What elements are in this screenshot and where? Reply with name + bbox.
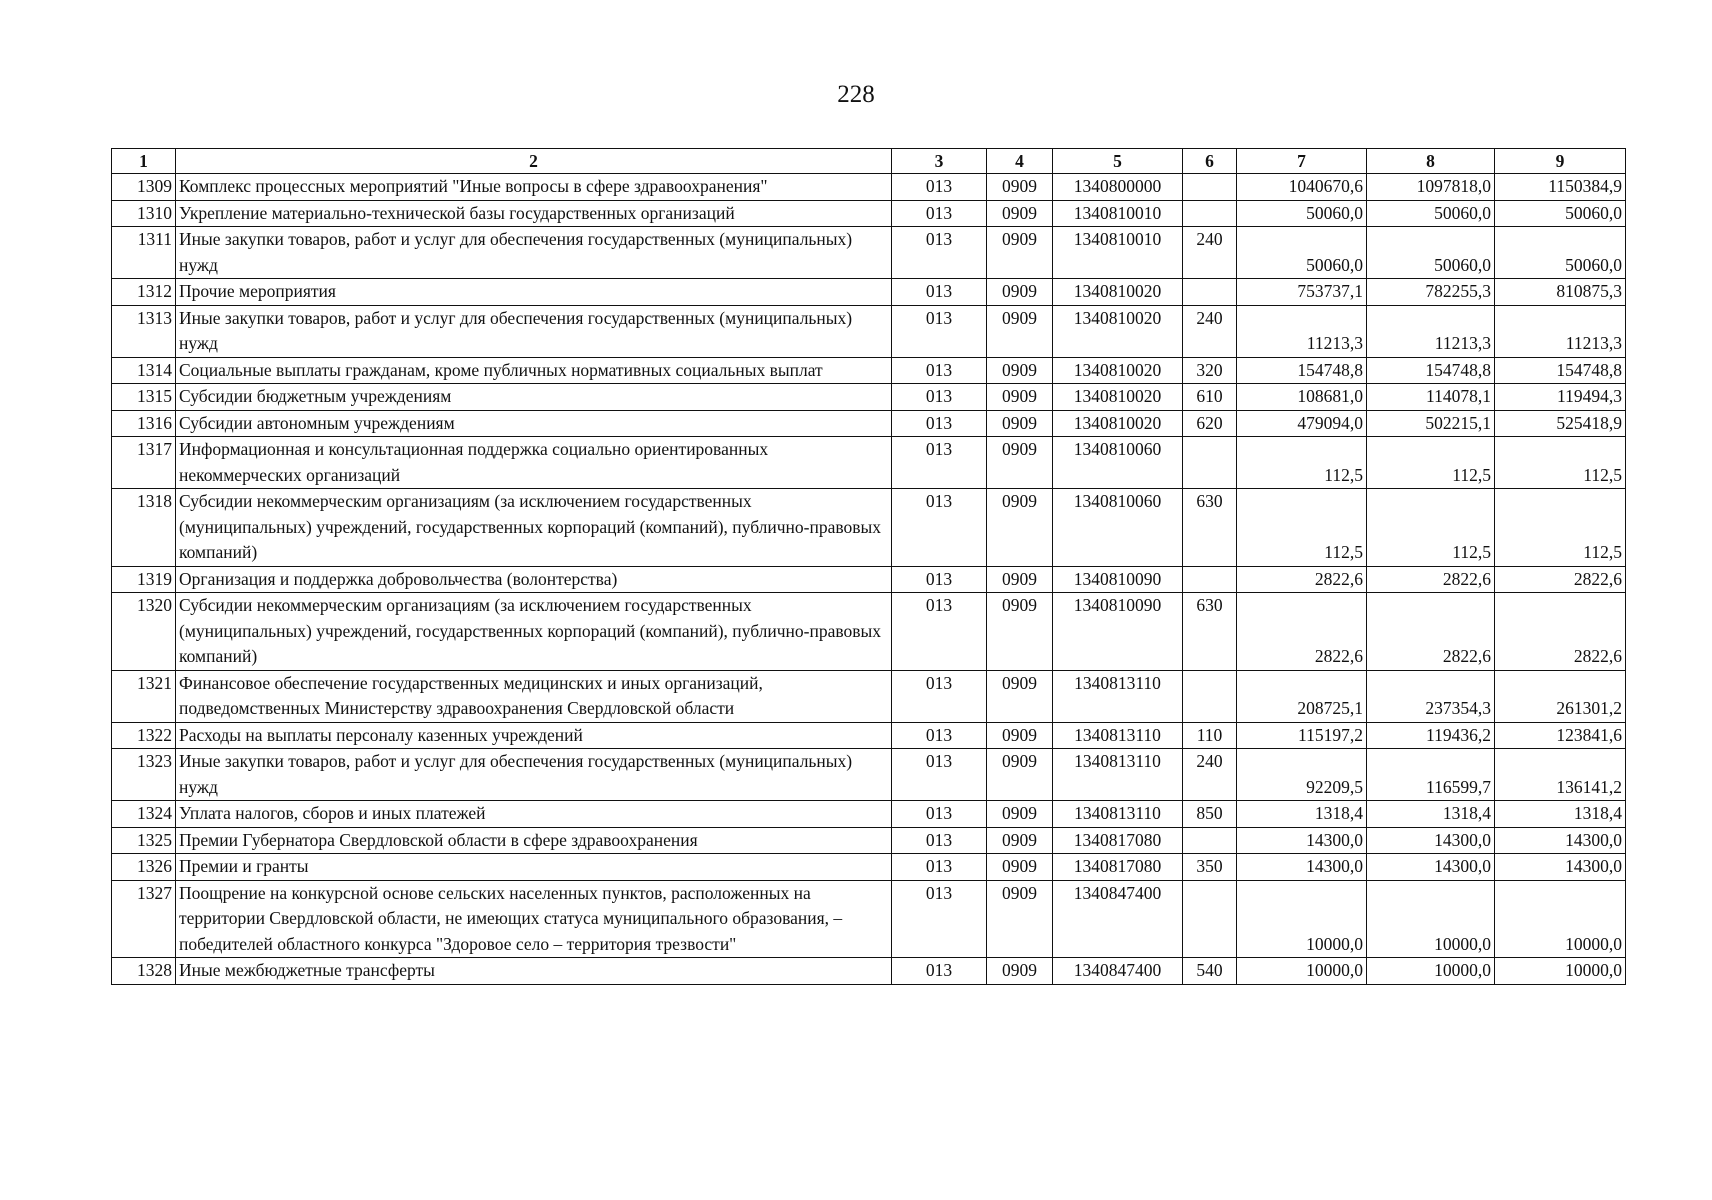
row-code-6: 240 (1183, 305, 1237, 357)
table-row (112, 854, 1626, 881)
row-name: Поощрение на конкурсной основе сельских населенных пунктов, расположенных на территории Свердловской области, не имеющих статуса муниципального образования, – победителей областного конкурса "Здоровое село – территория трезвости" (176, 880, 892, 958)
row-code-4: 0909 (987, 880, 1053, 958)
row-number: 1309 (112, 174, 176, 201)
row-code-4: 0909 (987, 279, 1053, 306)
row-code-5: 1340847400 (1053, 880, 1183, 958)
row-code-3: 013 (892, 489, 987, 567)
row-value-9: 1150384,9 (1495, 174, 1626, 201)
row-value-8: 154748,8 (1367, 357, 1495, 384)
table-row (112, 174, 1626, 201)
row-number: 1324 (112, 801, 176, 828)
row-number: 1327 (112, 880, 176, 958)
row-name: Иные межбюджетные трансферты (176, 958, 892, 985)
row-value-9: 1318,4 (1495, 801, 1626, 828)
row-number: 1323 (112, 749, 176, 801)
row-value-8: 10000,0 (1367, 880, 1495, 958)
row-number: 1325 (112, 827, 176, 854)
row-value-7: 108681,0 (1237, 384, 1367, 411)
row-value-9: 11213,3 (1495, 305, 1626, 357)
row-code-4: 0909 (987, 305, 1053, 357)
row-value-7: 14300,0 (1237, 854, 1367, 881)
row-value-9: 119494,3 (1495, 384, 1626, 411)
row-value-7: 154748,8 (1237, 357, 1367, 384)
table-row (112, 357, 1626, 384)
row-value-8: 237354,3 (1367, 670, 1495, 722)
row-code-6 (1183, 437, 1237, 489)
row-code-4: 0909 (987, 801, 1053, 828)
row-value-9: 112,5 (1495, 489, 1626, 567)
row-code-5: 1340847400 (1053, 958, 1183, 985)
row-value-7: 753737,1 (1237, 279, 1367, 306)
row-code-3: 013 (892, 670, 987, 722)
row-code-3: 013 (892, 722, 987, 749)
row-number: 1328 (112, 958, 176, 985)
row-code-5: 1340817080 (1053, 854, 1183, 881)
table-row (112, 305, 1626, 357)
row-code-4: 0909 (987, 854, 1053, 881)
row-number: 1318 (112, 489, 176, 567)
row-value-9: 112,5 (1495, 437, 1626, 489)
row-code-6: 540 (1183, 958, 1237, 985)
row-code-6: 240 (1183, 227, 1237, 279)
row-value-7: 10000,0 (1237, 880, 1367, 958)
row-value-8: 502215,1 (1367, 410, 1495, 437)
row-code-4: 0909 (987, 593, 1053, 671)
row-number: 1319 (112, 566, 176, 593)
row-code-6: 620 (1183, 410, 1237, 437)
table-row (112, 749, 1626, 801)
row-name: Премии и гранты (176, 854, 892, 881)
row-code-3: 013 (892, 958, 987, 985)
row-number: 1321 (112, 670, 176, 722)
row-name: Финансовое обеспечение государственных медицинских и иных организаций, подведомственных Министерству здравоохранения Свердловской области (176, 670, 892, 722)
row-name: Комплекс процессных мероприятий "Иные вопросы в сфере здравоохранения" (176, 174, 892, 201)
row-code-3: 013 (892, 305, 987, 357)
row-code-4: 0909 (987, 489, 1053, 567)
row-code-6 (1183, 670, 1237, 722)
row-value-8: 11213,3 (1367, 305, 1495, 357)
table-row (112, 670, 1626, 722)
row-code-5: 1340810010 (1053, 227, 1183, 279)
col-header-1: 1 (112, 149, 176, 174)
row-code-5: 1340810020 (1053, 305, 1183, 357)
row-name: Субсидии автономным учреждениям (176, 410, 892, 437)
row-code-5: 1340810090 (1053, 566, 1183, 593)
row-code-4: 0909 (987, 749, 1053, 801)
row-name: Прочие мероприятия (176, 279, 892, 306)
row-value-9: 136141,2 (1495, 749, 1626, 801)
row-code-3: 013 (892, 279, 987, 306)
row-value-8: 10000,0 (1367, 958, 1495, 985)
row-code-5: 1340800000 (1053, 174, 1183, 201)
row-code-4: 0909 (987, 566, 1053, 593)
row-value-7: 92209,5 (1237, 749, 1367, 801)
row-number: 1310 (112, 200, 176, 227)
row-value-8: 14300,0 (1367, 827, 1495, 854)
row-code-5: 1340810020 (1053, 357, 1183, 384)
row-code-6: 240 (1183, 749, 1237, 801)
page-number: 228 (837, 81, 875, 108)
row-value-8: 1318,4 (1367, 801, 1495, 828)
row-code-4: 0909 (987, 357, 1053, 384)
table-row (112, 593, 1626, 671)
row-number: 1316 (112, 410, 176, 437)
row-code-6 (1183, 827, 1237, 854)
table-row (112, 958, 1626, 985)
row-code-5: 1340810060 (1053, 437, 1183, 489)
table-row (112, 827, 1626, 854)
row-value-8: 119436,2 (1367, 722, 1495, 749)
row-code-5: 1340810060 (1053, 489, 1183, 567)
row-code-3: 013 (892, 227, 987, 279)
row-value-9: 154748,8 (1495, 357, 1626, 384)
row-name: Иные закупки товаров, работ и услуг для обеспечения государственных (муниципальных) нужд (176, 749, 892, 801)
row-code-6: 630 (1183, 489, 1237, 567)
row-code-5: 1340810020 (1053, 279, 1183, 306)
row-value-7: 479094,0 (1237, 410, 1367, 437)
col-header-2: 2 (176, 149, 892, 174)
row-code-5: 1340813110 (1053, 722, 1183, 749)
row-code-3: 013 (892, 384, 987, 411)
row-name: Субсидии бюджетным учреждениям (176, 384, 892, 411)
row-number: 1312 (112, 279, 176, 306)
row-value-9: 50060,0 (1495, 200, 1626, 227)
row-number: 1315 (112, 384, 176, 411)
row-code-3: 013 (892, 593, 987, 671)
row-value-8: 116599,7 (1367, 749, 1495, 801)
row-value-9: 123841,6 (1495, 722, 1626, 749)
row-code-6 (1183, 200, 1237, 227)
row-code-6: 850 (1183, 801, 1237, 828)
row-code-6: 610 (1183, 384, 1237, 411)
table-row (112, 384, 1626, 411)
row-value-9: 14300,0 (1495, 827, 1626, 854)
row-value-9: 810875,3 (1495, 279, 1626, 306)
row-value-8: 2822,6 (1367, 566, 1495, 593)
row-value-7: 1318,4 (1237, 801, 1367, 828)
col-header-5: 5 (1053, 149, 1183, 174)
table-row (112, 880, 1626, 958)
row-value-7: 10000,0 (1237, 958, 1367, 985)
row-value-8: 112,5 (1367, 437, 1495, 489)
row-number: 1311 (112, 227, 176, 279)
row-value-9: 50060,0 (1495, 227, 1626, 279)
row-value-9: 2822,6 (1495, 566, 1626, 593)
row-code-5: 1340813110 (1053, 670, 1183, 722)
row-value-8: 1097818,0 (1367, 174, 1495, 201)
row-name: Укрепление материально-технической базы государственных организаций (176, 200, 892, 227)
row-code-6: 350 (1183, 854, 1237, 881)
row-code-4: 0909 (987, 670, 1053, 722)
row-value-9: 10000,0 (1495, 880, 1626, 958)
row-name: Иные закупки товаров, работ и услуг для обеспечения государственных (муниципальных) нужд (176, 227, 892, 279)
row-code-5: 1340810020 (1053, 410, 1183, 437)
row-value-9: 261301,2 (1495, 670, 1626, 722)
row-code-6 (1183, 279, 1237, 306)
row-name: Организация и поддержка добровольчества (волонтерства) (176, 566, 892, 593)
row-code-6 (1183, 174, 1237, 201)
table-row (112, 722, 1626, 749)
row-code-5: 1340813110 (1053, 749, 1183, 801)
row-code-5: 1340810010 (1053, 200, 1183, 227)
row-code-3: 013 (892, 749, 987, 801)
row-value-8: 2822,6 (1367, 593, 1495, 671)
row-value-7: 115197,2 (1237, 722, 1367, 749)
row-value-7: 112,5 (1237, 489, 1367, 567)
table-row (112, 489, 1626, 567)
row-number: 1320 (112, 593, 176, 671)
row-code-5: 1340810090 (1053, 593, 1183, 671)
row-code-3: 013 (892, 566, 987, 593)
row-code-4: 0909 (987, 437, 1053, 489)
row-number: 1313 (112, 305, 176, 357)
row-code-3: 013 (892, 854, 987, 881)
row-value-9: 14300,0 (1495, 854, 1626, 881)
row-value-7: 1040670,6 (1237, 174, 1367, 201)
row-number: 1326 (112, 854, 176, 881)
row-code-3: 013 (892, 880, 987, 958)
row-number: 1314 (112, 357, 176, 384)
row-code-4: 0909 (987, 410, 1053, 437)
col-header-7: 7 (1237, 149, 1367, 174)
row-code-4: 0909 (987, 384, 1053, 411)
row-value-7: 208725,1 (1237, 670, 1367, 722)
row-code-5: 1340810020 (1053, 384, 1183, 411)
col-header-9: 9 (1495, 149, 1626, 174)
row-value-8: 114078,1 (1367, 384, 1495, 411)
table-row (112, 410, 1626, 437)
row-number: 1317 (112, 437, 176, 489)
row-value-7: 2822,6 (1237, 593, 1367, 671)
row-value-7: 11213,3 (1237, 305, 1367, 357)
table-row (112, 801, 1626, 828)
row-value-8: 14300,0 (1367, 854, 1495, 881)
table-row (112, 227, 1626, 279)
table-row (112, 279, 1626, 306)
row-name: Иные закупки товаров, работ и услуг для обеспечения государственных (муниципальных) нужд (176, 305, 892, 357)
row-value-8: 782255,3 (1367, 279, 1495, 306)
row-code-4: 0909 (987, 827, 1053, 854)
row-code-4: 0909 (987, 958, 1053, 985)
row-code-3: 013 (892, 410, 987, 437)
table-body (112, 174, 1626, 985)
col-header-8: 8 (1367, 149, 1495, 174)
row-code-6 (1183, 566, 1237, 593)
row-value-7: 112,5 (1237, 437, 1367, 489)
row-value-7: 50060,0 (1237, 200, 1367, 227)
row-code-6: 110 (1183, 722, 1237, 749)
col-header-6: 6 (1183, 149, 1237, 174)
row-code-3: 013 (892, 174, 987, 201)
row-code-4: 0909 (987, 174, 1053, 201)
row-number: 1322 (112, 722, 176, 749)
row-code-4: 0909 (987, 227, 1053, 279)
row-code-5: 1340813110 (1053, 801, 1183, 828)
row-value-9: 2822,6 (1495, 593, 1626, 671)
row-code-3: 013 (892, 357, 987, 384)
row-value-9: 525418,9 (1495, 410, 1626, 437)
row-name: Информационная и консультационная поддержка социально ориентированных некоммерческих организаций (176, 437, 892, 489)
row-code-6 (1183, 880, 1237, 958)
row-value-8: 50060,0 (1367, 200, 1495, 227)
row-code-3: 013 (892, 801, 987, 828)
table-header-row (112, 149, 1626, 174)
table-row (112, 200, 1626, 227)
table-row (112, 566, 1626, 593)
row-name: Расходы на выплаты персоналу казенных учреждений (176, 722, 892, 749)
row-value-7: 50060,0 (1237, 227, 1367, 279)
row-code-3: 013 (892, 200, 987, 227)
row-value-8: 50060,0 (1367, 227, 1495, 279)
row-code-3: 013 (892, 437, 987, 489)
row-name: Субсидии некоммерческим организациям (за исключением государственных (муниципальных) учреждений, государственных корпораций (компаний), публично-правовых компаний) (176, 489, 892, 567)
row-value-7: 14300,0 (1237, 827, 1367, 854)
row-name: Социальные выплаты гражданам, кроме публичных нормативных социальных выплат (176, 357, 892, 384)
row-code-6: 630 (1183, 593, 1237, 671)
row-value-9: 10000,0 (1495, 958, 1626, 985)
row-name: Уплата налогов, сборов и иных платежей (176, 801, 892, 828)
col-header-4: 4 (987, 149, 1053, 174)
row-code-3: 013 (892, 827, 987, 854)
row-code-5: 1340817080 (1053, 827, 1183, 854)
row-code-4: 0909 (987, 722, 1053, 749)
row-value-8: 112,5 (1367, 489, 1495, 567)
row-code-4: 0909 (987, 200, 1053, 227)
col-header-3: 3 (892, 149, 987, 174)
row-name: Премии Губернатора Свердловской области в сфере здравоохранения (176, 827, 892, 854)
row-value-7: 2822,6 (1237, 566, 1367, 593)
table-row (112, 437, 1626, 489)
budget-table (111, 148, 1626, 985)
row-code-6: 320 (1183, 357, 1237, 384)
row-name: Субсидии некоммерческим организациям (за исключением государственных (муниципальных) учреждений, государственных корпораций (компаний), публично-правовых компаний) (176, 593, 892, 671)
